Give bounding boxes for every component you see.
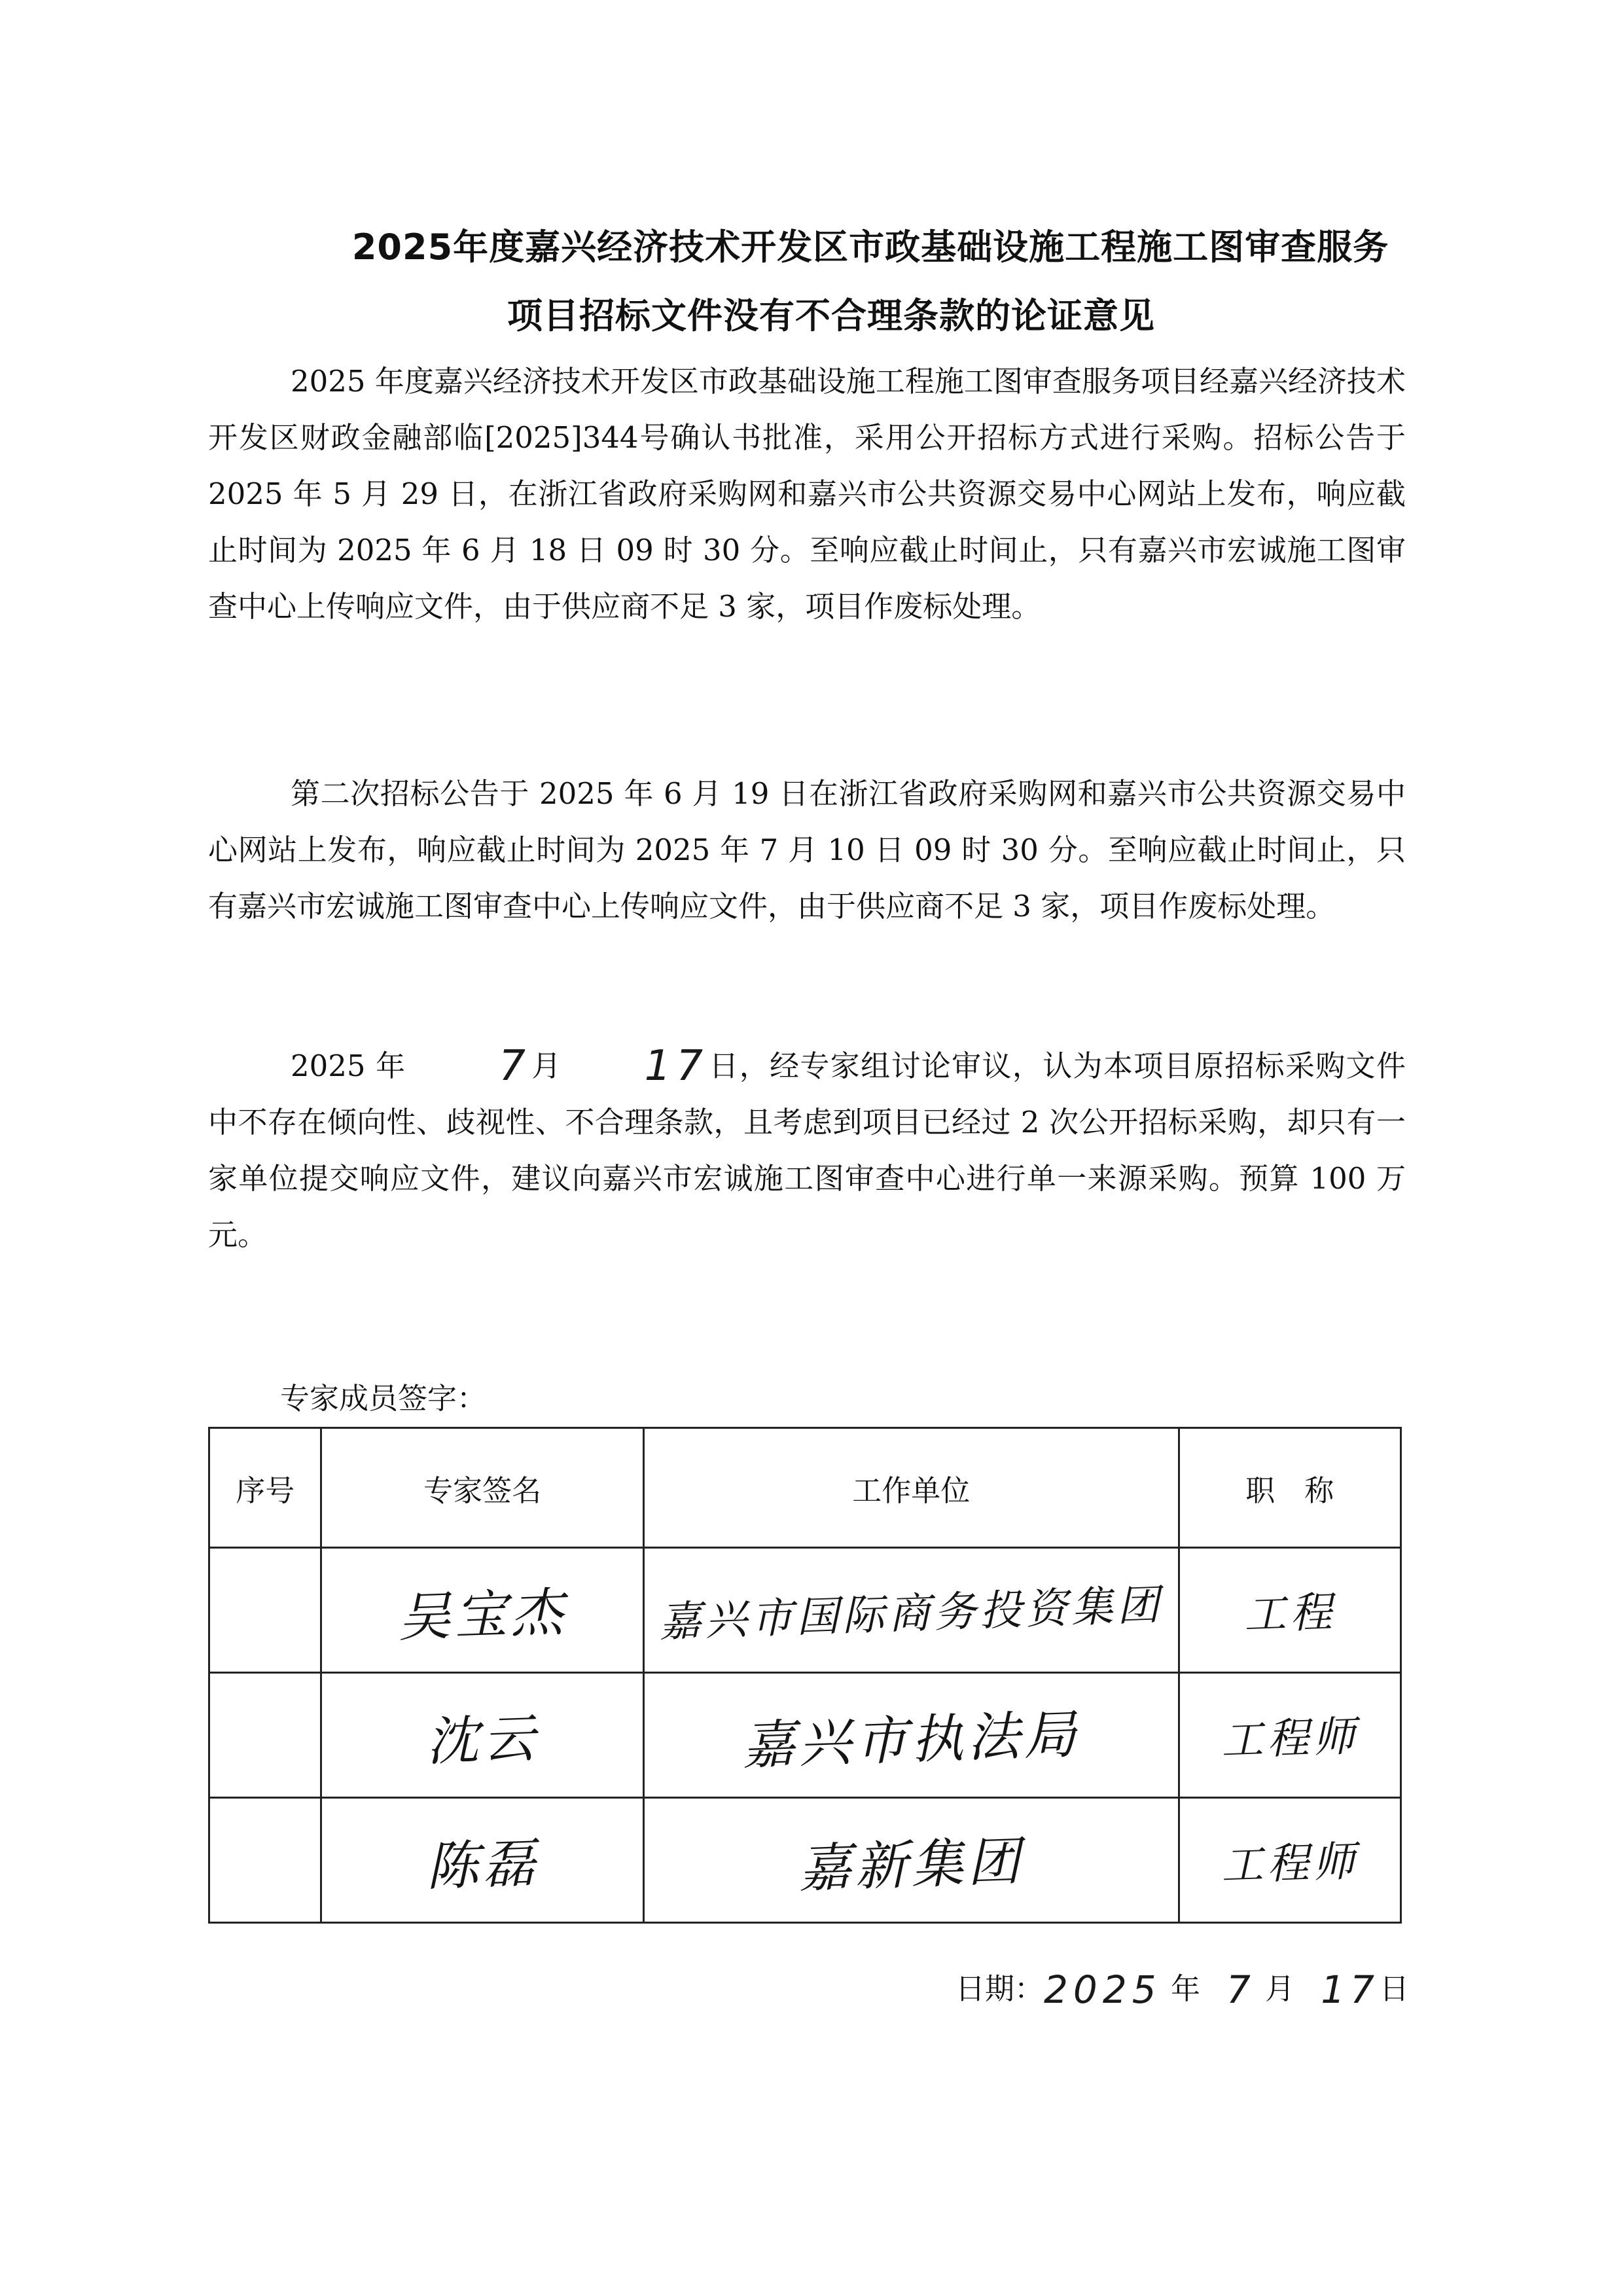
paragraph-first-tender: 2025 年度嘉兴经济技术开发区市政基础设施工程施工图审查服务项目经嘉兴经济技术开发区财政金融部临[2025]344号确认书批准，采用公开招标方式进行采购。招标公告于 2025 年 5 月 29 日，在浙江省政府采购网和嘉兴市公共资源交易中心网站上发布，响应截止时间为 2025 年 6 月 18 日 09 时 30 分。至响应截止时间止，只有嘉兴市宏诚施工图审查中心上传响应文件，由于供应商不足 3 家，项目作废标处理。 [208,364,1406,624]
handwritten-job-title: 工程师 [1220,1837,1360,1891]
handwritten-date-day: 17 [1321,1967,1380,2012]
handwritten-work-unit: 嘉兴市国际商务投资集团 [658,1581,1164,1647]
header-serial-number: 序号 [209,1428,321,1548]
handwritten-job-title: 工程 [1243,1588,1337,1640]
expert-signature-table [208,1427,1402,1924]
header-work-unit: 工作单位 [643,1428,1179,1548]
expert-signature [321,1798,643,1923]
opinion-month-unit: 月 [530,1049,562,1083]
table-row [209,1673,1401,1798]
expert-job-title [1179,1798,1400,1923]
handwritten-signature: 沈云 [425,1707,540,1772]
handwritten-work-unit: 嘉兴市执法局 [741,1703,1081,1776]
expert-job-title [1179,1673,1400,1798]
handwritten-date-month: 7 [1226,1967,1256,2012]
header-job-title: 职 称 [1179,1428,1400,1548]
expert-signature-label: 专家成员签字： [280,1381,487,1416]
expert-work-unit [643,1673,1179,1798]
row-serial-number [209,1548,321,1673]
date-year-unit: 年 [1170,1971,1200,2006]
row-serial-number [209,1798,321,1923]
handwritten-signature: 吴宝杰 [397,1581,568,1648]
handwritten-day: 17 [644,1042,709,1090]
document-title-line-2: 项目招标文件没有不合理条款的论证意见 [507,295,1155,336]
handwritten-job-title: 工程师 [1220,1712,1360,1766]
table-row [209,1548,1401,1673]
handwritten-signature: 陈磊 [425,1832,540,1897]
document-date [955,1964,1410,2012]
header-expert-signature: 专家签名 [321,1428,643,1548]
expert-job-title [1179,1548,1400,1673]
handwritten-date-year: 2025 [1044,1967,1162,2012]
paragraph-expert-opinion [208,1034,1406,1263]
paragraph-second-tender: 第二次招标公告于 2025 年 6 月 19 日在浙江省政府采购网和嘉兴市公共资源交易中心网站上发布，响应截止时间为 2025 年 7 月 10 日 09 时 30 分。至响应截止时间止，只有嘉兴市宏诚施工图审查中心上传响应文件，由于供应商不足 3 家，项目作废标处理。 [208,776,1406,924]
table-row [209,1798,1401,1923]
opinion-text: 日，经专家组讨论审议，认为本项目原招标采购文件中不存在倾向性、歧视性、不合理条款，且考虑到项目已经过 2 次公开招标采购，却只有一家单位提交响应文件，建议向嘉兴市宏诚施工图审查中心进行单一来源采购。预算 100 万元。 [208,1049,1406,1252]
row-serial-number [209,1673,321,1798]
table-header-row [209,1428,1401,1548]
opinion-year: 2025 年 [291,1049,406,1083]
document-title-line-1: 2025年度嘉兴经济技术开发区市政基础设施工程施工图审查服务 [351,226,1389,268]
date-month-unit: 月 [1265,1971,1295,2006]
date-label: 日期： [955,1971,1044,2006]
handwritten-month: 7 [499,1042,531,1090]
expert-signature [321,1673,643,1798]
expert-work-unit [643,1548,1179,1673]
date-day-unit: 日 [1380,1971,1410,2006]
expert-signature [321,1548,643,1673]
handwritten-work-unit: 嘉新集团 [797,1830,1025,1899]
expert-work-unit [643,1798,1179,1923]
